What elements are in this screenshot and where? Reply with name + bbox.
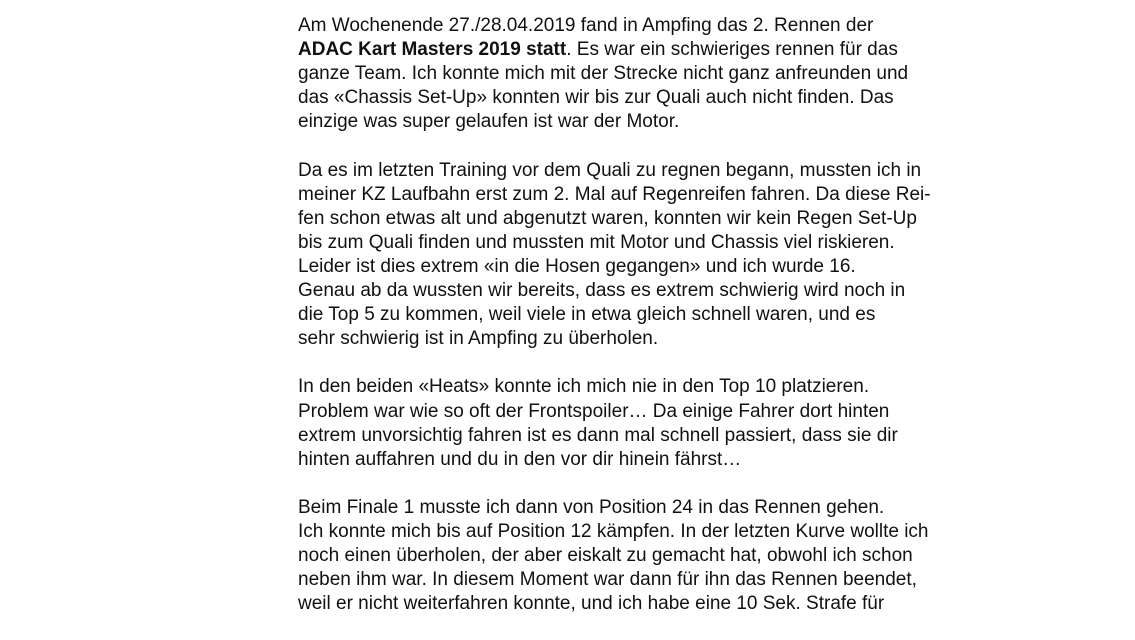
text-run: die Top 5 zu kommen, weil viele in etwa gleich schnell waren, und es <box>298 304 876 326</box>
paragraph <box>298 159 1018 352</box>
text-run: ganze Team. Ich konnte mich mit der Strecke nicht ganz anfreunden und <box>298 63 909 85</box>
text-line <box>298 496 1018 520</box>
paragraph <box>298 375 1018 471</box>
text-line <box>298 400 1018 424</box>
text-run: Da es im letzten Training vor dem Quali zu regnen begann, mussten ich in <box>298 159 922 181</box>
text-run: einzige was super gelaufen ist war der Motor. <box>298 111 680 133</box>
text-line <box>298 568 1018 592</box>
text-line <box>298 544 1018 568</box>
text-run: Leider ist dies extrem «in die Hosen gegangen» und ich wurde 16. <box>298 255 856 277</box>
text-run: Problem war wie so oft der Frontspoiler… Da einige Fahrer dort hinten <box>298 400 890 422</box>
text-line <box>298 424 1018 448</box>
text-line <box>298 375 1018 399</box>
text-line <box>298 183 1018 207</box>
text-run: weil er nicht weiterfahren konnte, und ich habe eine 10 Sek. Strafe für <box>298 593 885 615</box>
text-line <box>298 303 1018 327</box>
text-run: Am Wochenende 27./28.04.2019 fand in Ampfing das 2. Rennen der <box>298 15 874 36</box>
text-run: meiner KZ Laufbahn erst zum 2. Mal auf Regenreifen fahren. Da diese Rei- <box>298 183 931 205</box>
text-line <box>298 592 1018 616</box>
text-line <box>298 14 1018 38</box>
text-run: neben ihm war. In diesem Moment war dann für ihn das Rennen beendet, <box>298 569 917 591</box>
text-run: Genau ab da wussten wir bereits, dass es extrem schwierig wird noch in <box>298 280 906 302</box>
text-run: das «Chassis Set-Up» konnten wir bis zur Quali auch nicht finden. Das <box>298 87 894 109</box>
text-run: fen schon etwas alt und abgenutzt waren, konnten wir kein Regen Set-Up <box>298 207 917 229</box>
document-body <box>298 14 1018 640</box>
text-run: bis zum Quali finden und mussten mit Motor und Chassis viel riskieren. <box>298 231 895 253</box>
text-run: sehr schwierig ist in Ampfing zu überholen. <box>298 328 659 350</box>
bold-text-run: ADAC Kart Masters 2019 statt <box>298 39 567 61</box>
text-line <box>298 255 1018 279</box>
text-run: Ich konnte mich bis auf Position 12 kämpfen. In der letzten Kurve wollte ich <box>298 520 929 542</box>
text-line <box>298 448 1018 472</box>
text-run: . Es war ein schwieriges rennen für das <box>566 39 898 61</box>
text-line <box>298 110 1018 134</box>
text-line <box>298 207 1018 231</box>
text-line <box>298 520 1018 544</box>
text-line <box>298 159 1018 183</box>
text-run: hinten auffahren und du in den vor dir hinein fährst… <box>298 448 742 470</box>
text-line <box>298 38 1018 62</box>
text-line <box>298 86 1018 110</box>
paragraph <box>298 496 1018 616</box>
text-line <box>298 327 1018 351</box>
text-line <box>298 279 1018 303</box>
text-line <box>298 231 1018 255</box>
text-run: extrem unvorsichtig fahren ist es dann mal schnell passiert, dass sie dir <box>298 424 898 446</box>
text-run: noch einen überholen, der aber eiskalt zu gemacht hat, obwohl ich schon <box>298 545 913 567</box>
text-line <box>298 62 1018 86</box>
paragraph <box>298 14 1018 134</box>
text-run: In den beiden «Heats» konnte ich mich nie in den Top 10 platzieren. <box>298 376 870 398</box>
text-run: Beim Finale 1 musste ich dann von Position 24 in das Rennen gehen. <box>298 496 885 518</box>
